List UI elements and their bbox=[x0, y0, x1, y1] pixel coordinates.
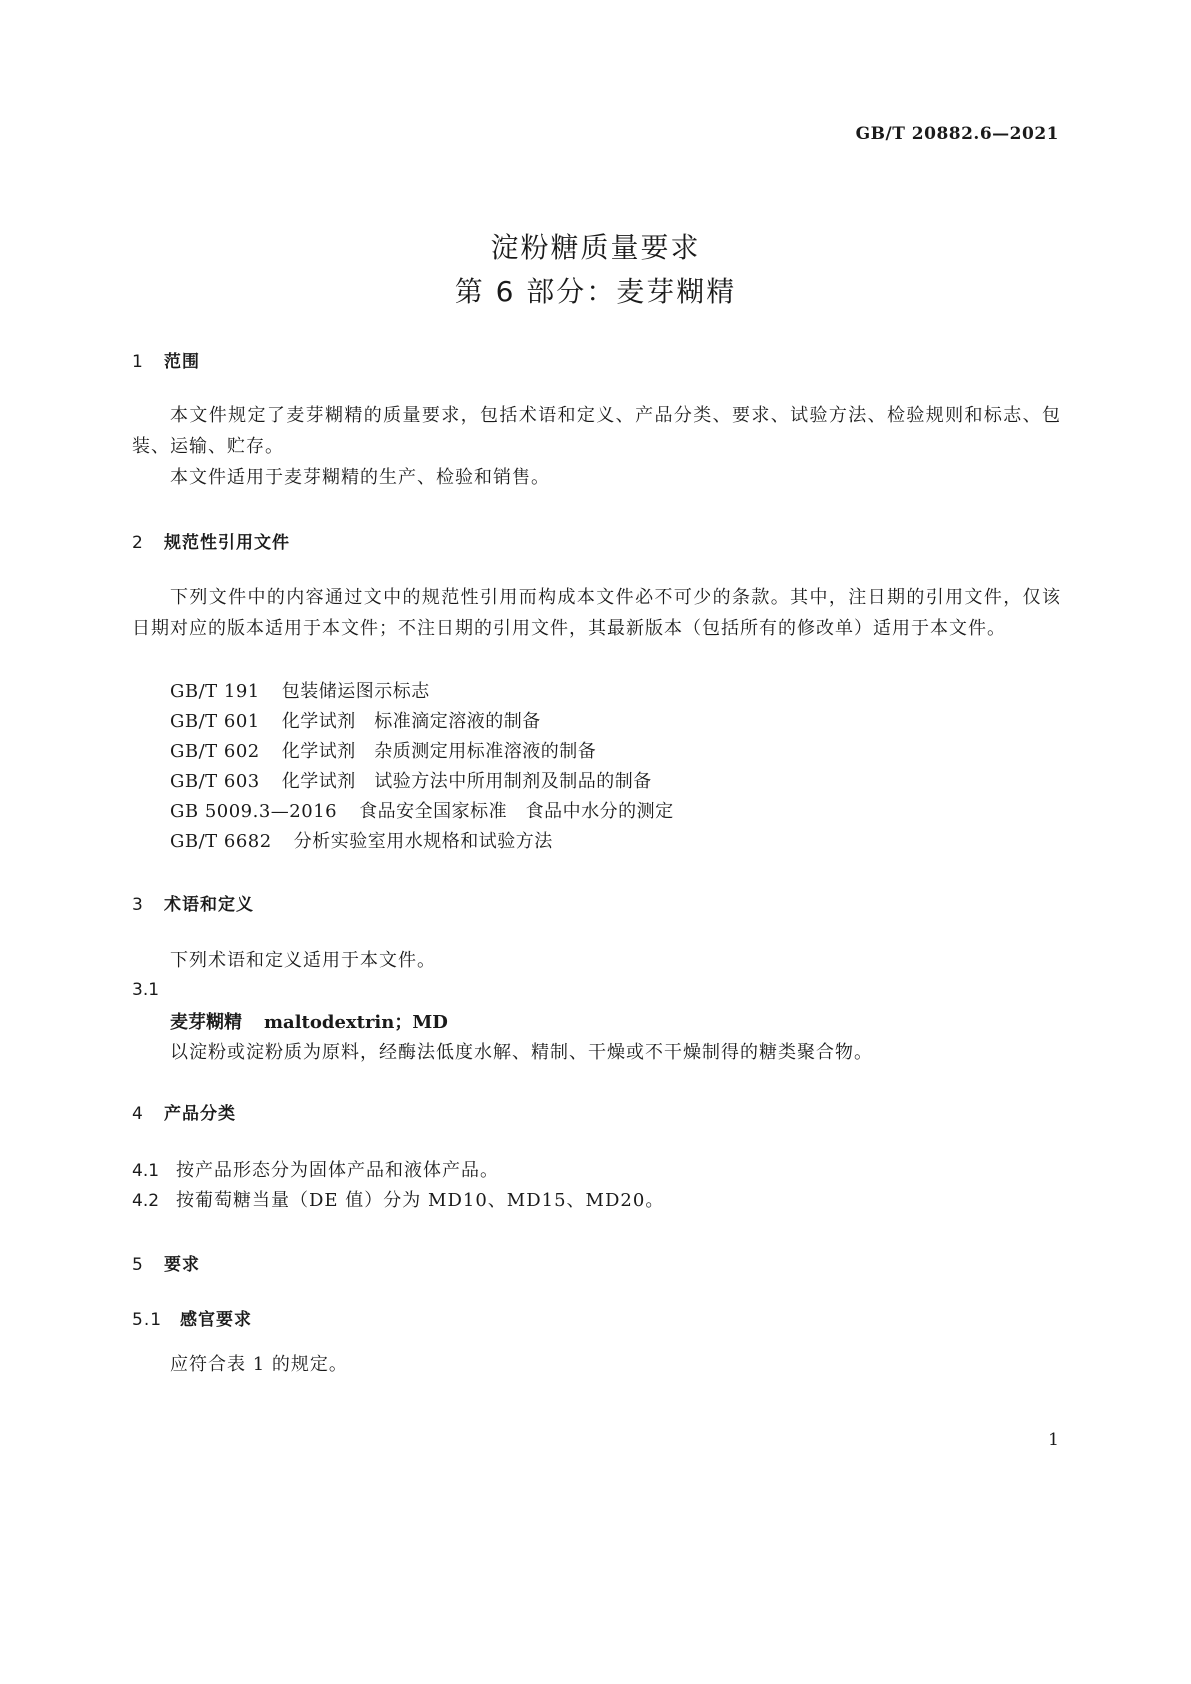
item-number: 4.1 bbox=[132, 1161, 160, 1181]
section-number: 1 bbox=[132, 352, 144, 372]
reference-code: GB/T 191 bbox=[170, 681, 260, 702]
reference-code: GB/T 603 bbox=[170, 771, 260, 792]
reference-item bbox=[170, 737, 596, 763]
subsection-heading-5-1 bbox=[132, 1305, 252, 1330]
reference-item bbox=[170, 797, 674, 823]
standard-number: GB/T 20882.6—2021 bbox=[855, 124, 1059, 144]
reference-item bbox=[170, 677, 430, 703]
reference-title: 食品安全国家标准 食品中水分的测定 bbox=[359, 801, 674, 822]
document-subtitle: 第 6 部分：麦芽糊精 bbox=[454, 275, 737, 308]
section-heading-4 bbox=[132, 1099, 236, 1124]
section-title: 规范性引用文件 bbox=[164, 533, 290, 553]
subsection-number: 5.1 bbox=[132, 1310, 163, 1330]
section-number: 3 bbox=[132, 895, 144, 915]
paragraph-scope-1: 本文件规定了麦芽糊精的质量要求，包括术语和定义、产品分类、要求、试验方法、检验规则和标志、包装、运输、贮存。 bbox=[132, 405, 1061, 457]
paragraph-terms-intro: 下列术语和定义适用于本文件。 bbox=[170, 950, 436, 971]
item-number: 4.2 bbox=[132, 1191, 160, 1211]
classification-item bbox=[132, 1156, 499, 1182]
paragraph-normative-refs: 下列文件中的内容通过文中的规范性引用而构成本文件必不可少的条款。其中，注日期的引用文件，仅该日期对应的版本适用于本文件；不注日期的引用文件，其最新版本（包括所有的修改单）适用于本文件。 bbox=[132, 587, 1061, 639]
reference-title: 化学试剂 标准滴定溶液的制备 bbox=[281, 711, 541, 732]
page-number: 1 bbox=[1048, 1430, 1059, 1450]
section-title: 要求 bbox=[164, 1255, 200, 1275]
section-heading-5 bbox=[132, 1250, 200, 1275]
section-title: 范围 bbox=[164, 352, 200, 372]
subsection-title: 感官要求 bbox=[180, 1310, 252, 1330]
reference-code: GB/T 601 bbox=[170, 711, 260, 732]
reference-item bbox=[170, 767, 652, 793]
reference-item bbox=[170, 707, 541, 733]
item-text: 按葡萄糖当量（DE 值）分为 MD10、MD15、MD20。 bbox=[176, 1190, 665, 1211]
reference-code: GB/T 6682 bbox=[170, 831, 272, 852]
clause-number: 3.1 bbox=[132, 980, 160, 1000]
term-entry bbox=[170, 1008, 448, 1034]
section-title: 术语和定义 bbox=[164, 895, 254, 915]
reference-title: 化学试剂 杂质测定用标准溶液的制备 bbox=[281, 741, 597, 762]
item-text: 按产品形态分为固体产品和液体产品。 bbox=[176, 1160, 499, 1181]
reference-code: GB 5009.3—2016 bbox=[170, 801, 338, 822]
section-heading-2 bbox=[132, 528, 290, 553]
section-heading-3 bbox=[132, 890, 254, 915]
reference-title: 分析实验室用水规格和试验方法 bbox=[293, 831, 553, 852]
term-english: maltodextrin；MD bbox=[264, 1012, 448, 1033]
reference-title: 化学试剂 试验方法中所用制剂及制品的制备 bbox=[281, 771, 652, 792]
reference-title: 包装储运图示标志 bbox=[281, 681, 430, 702]
section-number: 2 bbox=[132, 533, 144, 553]
term-chinese: 麦芽糊精 bbox=[170, 1012, 242, 1033]
reference-item bbox=[170, 827, 553, 853]
paragraph-sensory: 应符合表 1 的规定。 bbox=[170, 1354, 348, 1375]
section-number: 4 bbox=[132, 1104, 144, 1124]
section-number: 5 bbox=[132, 1255, 144, 1275]
paragraph-scope-2: 本文件适用于麦芽糊精的生产、检验和销售。 bbox=[170, 467, 550, 488]
document-title: 淀粉糖质量要求 bbox=[490, 231, 701, 264]
reference-code: GB/T 602 bbox=[170, 741, 260, 762]
term-definition: 以淀粉或淀粉质为原料，经酶法低度水解、精制、干燥或不干燥制得的糖类聚合物。 bbox=[170, 1042, 873, 1063]
section-title: 产品分类 bbox=[164, 1104, 236, 1124]
section-heading-1 bbox=[132, 347, 200, 372]
classification-item bbox=[132, 1186, 664, 1212]
